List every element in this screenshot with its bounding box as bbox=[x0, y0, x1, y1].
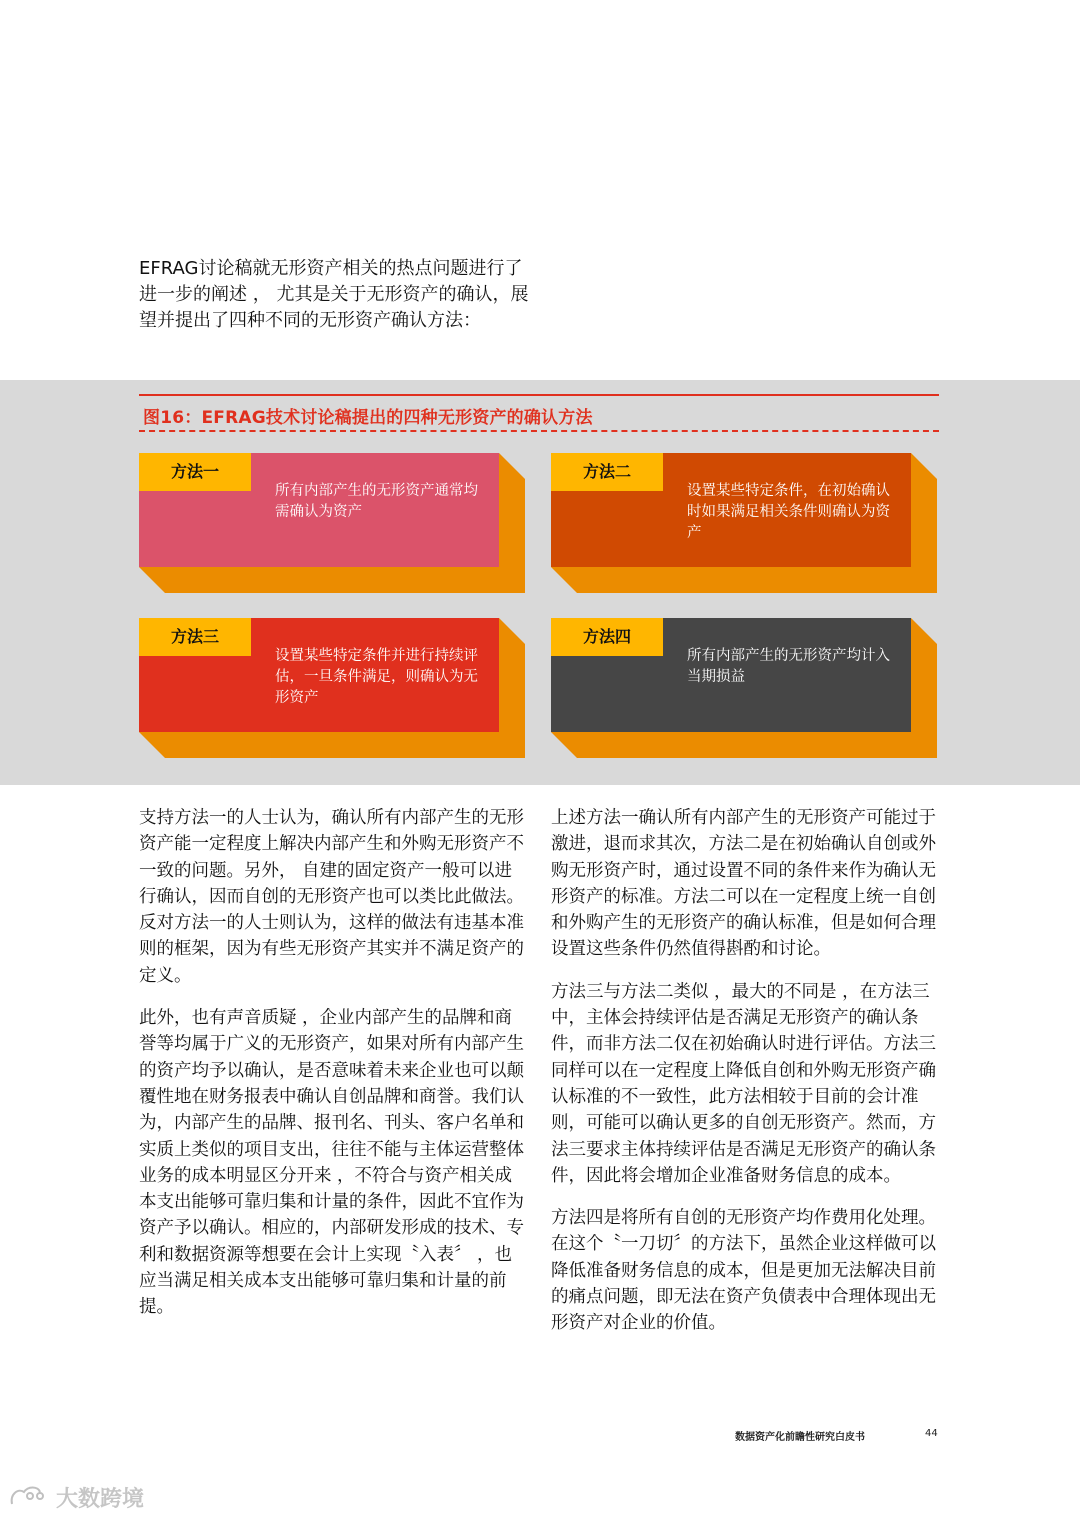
footer-title: 数据资产化前瞻性研究白皮书 bbox=[735, 1432, 865, 1443]
method-description: 所有内部产生的无形资产均计入当期损益 bbox=[687, 648, 890, 685]
method-tag: 方法三 bbox=[139, 618, 251, 656]
figure-top-rule bbox=[139, 394, 939, 396]
method-card-1 bbox=[139, 453, 525, 593]
body-paragraph: 方法三与方法二类似 ，最大的不同是 ，在方法三中，主体会持续评估是否满足无形资产的确认条件，而非方法二仅在初始确认时进行评估。方法三同样可以在一定程度上降低自创和外购无形资产确认标准的不一致性，此方法相较于目前的会计准则，可能可以确认更多的自创无形资产。然而，方法三要求主体持续评估是否满足无形资产的确认条件，因此将会增加企业准备财务信息的成本。 bbox=[551, 981, 936, 1186]
page-number: 44 bbox=[925, 1428, 938, 1439]
method-card-4 bbox=[551, 618, 937, 758]
watermark-logo-icon bbox=[8, 1484, 52, 1510]
method-card-3 bbox=[139, 618, 525, 758]
method-tag: 方法一 bbox=[139, 453, 251, 491]
figure-title: 图16：EFRAG技术讨论稿提出的四种无形资产的确认方法 bbox=[143, 408, 593, 428]
body-paragraph: 上述方法一确认所有内部产生的无形资产可能过于激进，退而求其次，方法二是在初始确认自创或外购无形资产时，通过设置不同的条件来作为确认无形资产的标准。方法二可以在一定程度上统一自创和外购产生的无形资产的确认标准，但是如何合理设置这些条件仍然值得斟酌和讨论。 bbox=[551, 808, 936, 960]
watermark-text: 大数跨境 bbox=[56, 1486, 145, 1512]
method-description: 设置某些特定条件，在初始确认时如果满足相关条件则确认为资产 bbox=[687, 483, 890, 541]
method-tag: 方法二 bbox=[551, 453, 663, 491]
body-right-column bbox=[551, 805, 939, 1353]
figure-bottom-rule bbox=[139, 430, 939, 432]
watermark bbox=[8, 1482, 144, 1512]
body-paragraph: 方法四是将所有自创的无形资产均作费用化处理。在这个〝一刀切〞的方法下，虽然企业这样做可以降低准备财务信息的成本，但是更加无法解决目前的痛点问题，即无法在资产负债表中合理体现出无形资产对企业的价值。 bbox=[551, 1208, 936, 1334]
intro-paragraph: EFRAG讨论稿就无形资产相关的热点问题进行了进一步的阐述 ， 尤其是关于无形资产的确认，展望并提出了四种不同的无形资产确认方法： bbox=[139, 258, 529, 331]
body-paragraph: 支持方法一的人士认为，确认所有内部产生的无形资产能一定程度上解决内部产生和外购无形资产不一致的问题。另外， 自建的固定资产一般可以进行确认，因而自创的无形资产也可以类比此做法。反对方法一的人士则认为，这样的做法有违基本准则的框架，因为有些无形资产其实并不满足资产的定义。 bbox=[139, 808, 524, 986]
body-paragraph: 此外，也有声音质疑 ，企业内部产生的品牌和商誉等均属于广义的无形资产，如果对所有内部产生的资产均予以确认，是否意味着未来企业也可以颠覆性地在财务报表中确认自创品牌和商誉。我们认为，内部产生的品牌、报刊名、刊头、客户名单和实质上类似的项目支出，往往不能与主体运营整体业务的成本明显区分开来 ，不符合与资产相关成本支出能够可靠归集和计量的条件，因此不宜作为资产予以确认。相应的，内部研发形成的技术、专利和数据资源等想要在会计上实现〝入表〞 ，也应当满足相关成本支出能够可靠归集和计量的前提。 bbox=[139, 1008, 524, 1318]
method-tag: 方法四 bbox=[551, 618, 663, 656]
method-description: 设置某些特定条件并进行持续评估，一旦条件满足，则确认为无形资产 bbox=[275, 648, 478, 706]
method-card-2 bbox=[551, 453, 937, 593]
method-description: 所有内部产生的无形资产通常均需确认为资产 bbox=[275, 483, 478, 520]
body-left-column bbox=[139, 805, 527, 1337]
